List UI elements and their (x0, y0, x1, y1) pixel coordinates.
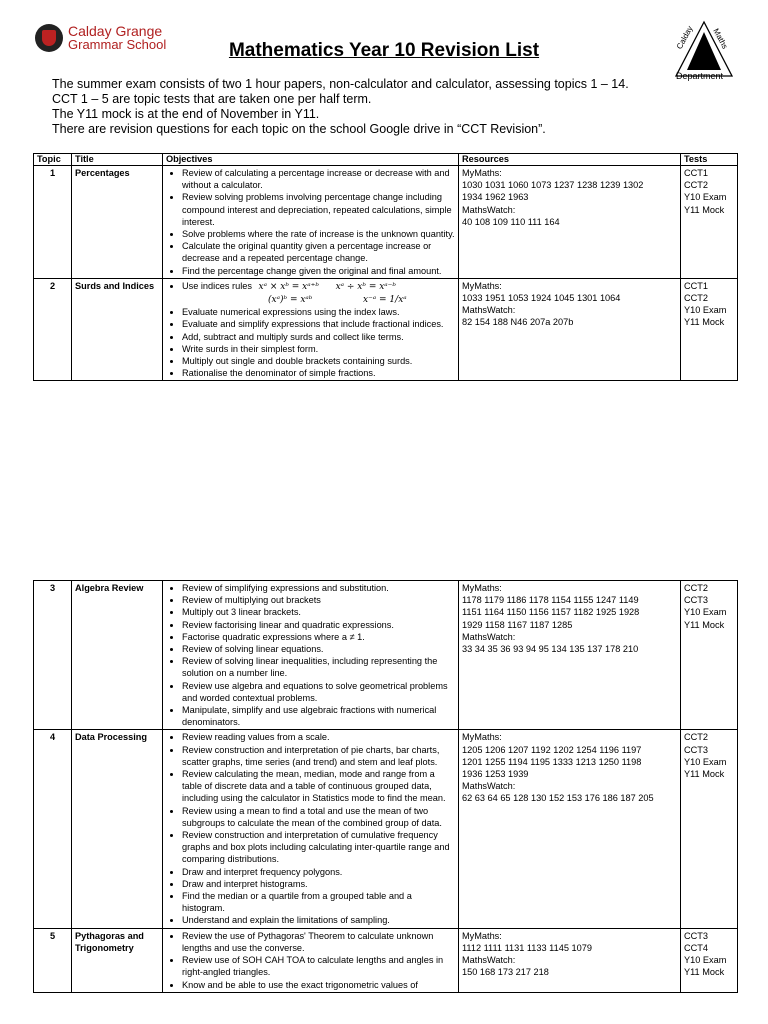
resource-line: 33 34 35 36 93 94 95 134 135 137 178 210 (462, 644, 639, 655)
resource-line: MathsWatch: (462, 305, 516, 316)
objective-item: • Review reading values from a scale. (182, 731, 455, 743)
objective-item: • Review of solving linear equations. (182, 643, 455, 655)
dept-word-calday: Calday (674, 24, 695, 51)
objective-item: • Manipulate, simplify and use algebraic fractions with numerical denominators. (182, 704, 455, 728)
objective-item: • Draw and interpret frequency polygons. (182, 866, 455, 878)
objective-item: • Review of simplifying expressions and substitution. (182, 582, 455, 594)
topic-title: Algebra Review (72, 581, 163, 730)
objectives-cell (163, 166, 459, 279)
test-item: CCT1 (684, 280, 708, 291)
dept-word-maths: Maths (711, 26, 730, 51)
resource-line: MathsWatch: (462, 955, 516, 966)
tests-cell (681, 166, 738, 279)
objective-item: • Draw and interpret histograms. (182, 878, 455, 890)
intro-line: The summer exam consists of two 1 hour papers, non-calculator and calculator, assessing topics 1 – 14. (52, 77, 629, 91)
page-header (0, 0, 768, 150)
objective-item: • Review factorising linear and quadratic expressions. (182, 619, 455, 631)
resource-line: MyMaths: (462, 280, 502, 291)
objectives-cell (163, 730, 459, 928)
header-resources: Resources (459, 154, 681, 166)
resource-line: 1934 1962 1963 (462, 192, 529, 203)
objective-item: • Rationalise the denominator of simple fractions. (182, 367, 455, 379)
table-row (34, 928, 738, 992)
objective-item: • Review of multiplying out brackets (182, 594, 455, 606)
index-rule: (xᵃ)ᵇ = xᵃᵇ (268, 295, 313, 306)
test-item: Y11 Mock (684, 967, 725, 978)
objective-item: • Review using a mean to find a total and use the mean of two subgroups to calculate the mean of the combined group of data. (182, 805, 455, 829)
test-item: CCT3 (684, 744, 708, 755)
resource-line: 40 108 109 110 111 164 (462, 216, 560, 227)
table-row (34, 278, 738, 381)
test-item: CCT3 (684, 930, 708, 941)
objective-item: • Find the percentage change given the original and final amount. (182, 265, 455, 277)
objective-item: • Write surds in their simplest form. (182, 343, 455, 355)
test-item: CCT2 (684, 732, 708, 743)
objective-item: • Review solving problems involving percentage change including compound interest and depreciation, repeated calculations, simple interest. (182, 191, 455, 228)
objective-item: • Review calculating the mean, median, mode and range from a table of discrete data and a table of continuous grouped data, including using the calculator in Statistics mode to find the mean. (182, 768, 455, 805)
resource-line: MyMaths: (462, 583, 502, 593)
resource-line: 82 154 188 N46 207a 207b (462, 317, 574, 328)
objective-item: • Review of calculating a percentage increase or decrease with and without a calculator. (182, 167, 455, 191)
resource-line: MathsWatch: (462, 631, 516, 642)
resource-line: 1201 1255 1194 1195 1333 1213 1250 1198 (462, 756, 642, 767)
objective-item: • Review the use of Pythagoras' Theorem to calculate unknown lengths and use the converse. (182, 930, 455, 954)
objective-item: • Factorise quadratic expressions where a ≠ 1. (182, 631, 455, 643)
resources-cell (459, 166, 681, 279)
objective-item: • Multiply out single and double brackets containing surds. (182, 355, 455, 367)
resource-line: 1178 1179 1186 1178 1154 1155 1247 1149 (462, 595, 639, 606)
resources-cell (459, 278, 681, 381)
test-item: Y11 Mock (684, 317, 725, 328)
header-topic: Topic (34, 154, 72, 166)
revision-table-part1 (33, 153, 738, 381)
tests-cell (681, 730, 738, 928)
resource-line: 150 168 173 217 218 (462, 967, 549, 978)
objective-item: • Add, subtract and multiply surds and collect like terms. (182, 331, 455, 343)
objective-item: • Calculate the original quantity given a percentage increase or decrease and a repeated percentage change. (182, 240, 455, 264)
test-item: Y10 Exam (684, 756, 727, 767)
test-item: Y10 Exam (684, 955, 727, 966)
intro-line: CCT 1 – 5 are topic tests that are taken one per half term. (52, 92, 372, 106)
objectives-cell (163, 581, 459, 730)
index-rule: xᵃ × xᵇ = xᵃ⁺ᵇ (258, 281, 319, 292)
tests-cell (681, 581, 738, 730)
index-rule: x⁻ᵃ = 1/xᵃ (362, 295, 407, 306)
objective-item (182, 280, 455, 306)
table-row (34, 581, 738, 730)
table-row (34, 730, 738, 928)
resource-line: 1033 1951 1053 1924 1045 1301 1064 (462, 293, 621, 304)
school-name-line1: Calday Grange (68, 23, 163, 39)
header-objectives: Objectives (163, 154, 459, 166)
objective-item: • Review construction and interpretation of cumulative frequency graphs and box plots including calculating inter-quartile range and comparing distributions. (182, 829, 455, 866)
intro-text (52, 77, 629, 137)
objective-item: • Review construction and interpretation of pie charts, bar charts, scatter graphs, time series (and trend) and stem and leaf plots. (182, 744, 455, 768)
resources-cell (459, 730, 681, 928)
resource-line: MyMaths: (462, 930, 502, 941)
test-item: CCT2 (684, 180, 708, 191)
objective-item: • Understand and explain the limitations of sampling. (182, 914, 455, 926)
topic-number: 1 (34, 166, 72, 279)
test-item: CCT2 (684, 583, 708, 593)
resource-line: MathsWatch: (462, 204, 516, 215)
test-item: CCT3 (684, 595, 708, 606)
topic-number: 2 (34, 278, 72, 381)
test-item: Y11 Mock (684, 204, 725, 215)
objective-item: • Evaluate numerical expressions using the index laws. (182, 306, 455, 318)
resource-line: MyMaths: (462, 732, 502, 743)
objectives-cell (163, 928, 459, 992)
test-item: CCT4 (684, 942, 708, 953)
test-item: CCT1 (684, 168, 708, 178)
objective-item: • Multiply out 3 linear brackets. (182, 606, 455, 618)
table-header-row (34, 154, 738, 166)
test-item: Y10 Exam (684, 192, 727, 203)
resource-line: 1151 1164 1150 1156 1157 1182 1925 1928 (462, 607, 640, 618)
test-item: CCT2 (684, 293, 708, 304)
test-item: Y11 Mock (684, 619, 725, 630)
objective-item: • Find the median or a quartile from a grouped table and a histogram. (182, 890, 455, 914)
resource-line: MyMaths: (462, 168, 502, 178)
intro-line: There are revision questions for each topic on the school Google drive in “CCT Revision”. (52, 122, 546, 136)
test-item: Y10 Exam (684, 305, 727, 316)
table-row (34, 166, 738, 279)
resources-cell (459, 581, 681, 730)
resource-line: 1030 1031 1060 1073 1237 1238 1239 1302 (462, 180, 644, 191)
dept-label: Department (676, 71, 724, 81)
topic-number: 3 (34, 581, 72, 730)
objective-item: • Review use algebra and equations to solve geometrical problems and worded contextual problems. (182, 680, 455, 704)
objectives-cell (163, 278, 459, 381)
objective-item: • Review use of SOH CAH TOA to calculate lengths and angles in right-angled triangles. (182, 954, 455, 978)
index-rule: xᵃ ÷ xᵇ = xᵃ⁻ᵇ (335, 281, 397, 292)
topic-title: Surds and Indices (72, 278, 163, 381)
resource-line: 1936 1253 1939 (462, 769, 529, 780)
test-item: Y11 Mock (684, 769, 725, 780)
header-title: Title (72, 154, 163, 166)
tests-cell (681, 928, 738, 992)
topic-title: Data Processing (72, 730, 163, 928)
school-name-line2: Grammar School (68, 37, 167, 52)
resource-line: 1929 1158 1167 1187 1285 (462, 619, 573, 630)
topic-title: Percentages (72, 166, 163, 279)
header-tests: Tests (681, 154, 738, 166)
resource-line: 1112 1111 1131 1133 1145 1079 (462, 942, 592, 953)
tests-cell (681, 278, 738, 381)
resource-line: 62 63 64 65 128 130 152 153 176 186 187 205 (462, 793, 654, 804)
resources-cell (459, 928, 681, 992)
topic-number: 5 (34, 928, 72, 992)
revision-table-part2 (33, 580, 738, 993)
test-item: Y10 Exam (684, 607, 727, 618)
resource-line: 1205 1206 1207 1192 1202 1254 1196 1197 (462, 744, 642, 755)
objective-item: • Know and be able to use the exact trigonometric values of (182, 979, 455, 991)
page-title: Mathematics Year 10 Revision List (228, 40, 540, 61)
index-rules-lead: Use indices rules (182, 280, 252, 291)
topic-number: 4 (34, 730, 72, 928)
objective-item: • Evaluate and simplify expressions that include fractional indices. (182, 318, 455, 330)
intro-line: The Y11 mock is at the end of November in Y11. (52, 107, 320, 121)
topic-title: Pythagoras and Trigonometry (72, 928, 163, 992)
objective-item: • Solve problems where the rate of increase is the unknown quantity. (182, 228, 455, 240)
objective-item: • Review of solving linear inequalities, including representing the solution on a number line. (182, 655, 455, 679)
resource-line: MathsWatch: (462, 781, 516, 792)
